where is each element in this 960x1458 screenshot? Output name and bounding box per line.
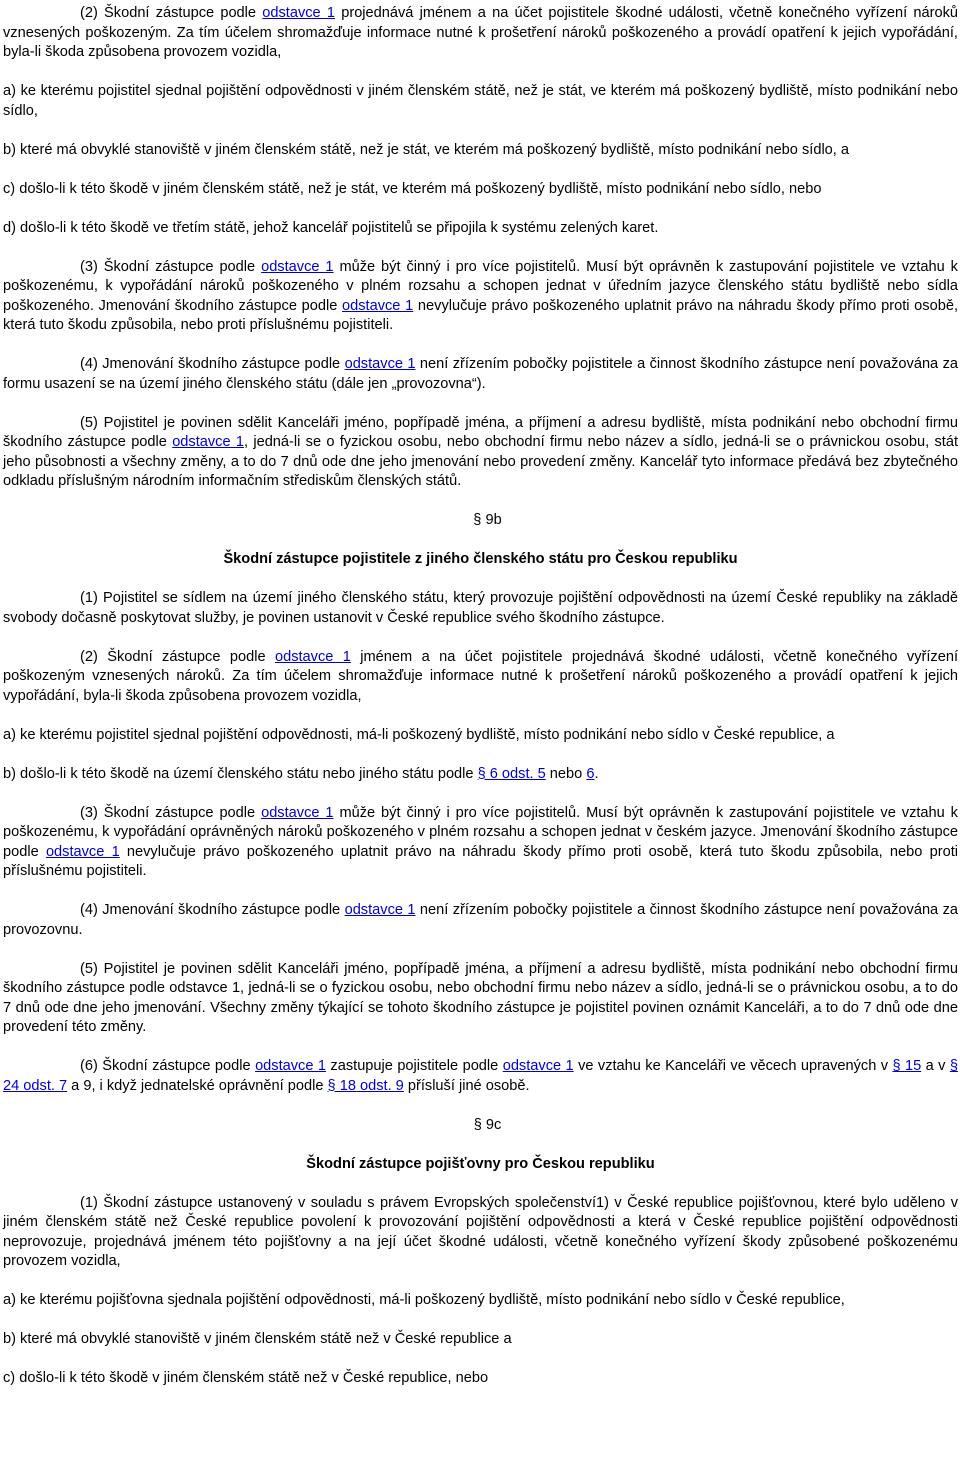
paragraph-9b-4: (4) Jmenování škodního zástupce podle odstavce 1 není zřízením pobočky pojistitele a činnost škodního zástupce není považována za provozovnu.: [3, 902, 958, 938]
link-odstavce-1[interactable]: odstavce 1: [274, 648, 351, 665]
link-odstavce-1[interactable]: odstavce 1: [45, 843, 120, 860]
paragraph-9c-1: (1) Škodní zástupce ustanovený v souladu s právem Evropských společenství1) v České republice pojišťovnou, které bylo uděleno v jiném členském státě než České republice povolení k provozování pojištění odpovědnosti a která v České republice pojištění odpovědnosti neprovozuje, projednává jménem této pojišťovny a na její účet škodné události, včetně konečného vyřízení škody způsobené poškozenému provozem vozidla,: [3, 1194, 958, 1269]
link-odstavce-1[interactable]: odstavce 1: [261, 804, 334, 821]
section-number-9b: § 9b: [473, 512, 502, 528]
item-9a-c: c) došlo-li k této škodě v jiném členském státě, než je stát, ve kterém má poškozený bydliště, místo podnikání nebo sídlo, nebo: [3, 180, 822, 197]
item-9a-a: a) ke kterému pojistitel sjednal pojištění odpovědnosti v jiném členském státě, než je stát, ve kterém má poškozený bydliště, místo podnikání nebo sídlo,: [3, 83, 958, 119]
item-9a-b: b) které má obvyklé stanoviště v jiném členském státě, než je stát, ve kterém má poškozený bydliště, místo podnikání nebo sídlo, a: [3, 141, 850, 158]
paragraph-9a-5: (5) Pojistitel je povinen sdělit Kanceláři jméno, popřípadě jména, a příjmení a adresu bydliště, místa podnikání nebo obchodní firmu škodního zástupce podle odstavce 1, jedná-li se o fyzickou osobu, nebo obchodní firmu nebo název a sídlo, jedná-li se o právnickou osobu, stát jeho působnosti a všechny změny, a to do 7 dnů ode dne jeho jmenování nebo provedení změny. Kancelář tyto informace předává bez zbytečného odkladu příslušným národním informačním střediskům členských států.: [3, 414, 959, 489]
link-odstavce-1[interactable]: odstavce 1: [344, 902, 416, 918]
link-odstavce-1[interactable]: odstavce 1: [342, 297, 414, 314]
item-9c-c: c) došlo-li k této škodě v jiném členském státě než v České republice, nebo: [3, 1370, 489, 1386]
paragraph-9b-2: (2) Škodní zástupce podle odstavce 1 jménem a na účet pojistitele projednává škodné události, včetně konečného vyřízení poškozeným vznesených nároků. Za tím účelem shromažďuje informace nutné k prošetření nároků poškozeného a provádí opatření k jejich vypořádání, byla-li škoda způsobena provozem vozidla,: [3, 648, 959, 704]
paragraph-9b-3: (3) Škodní zástupce podle odstavce 1 může být činný i pro více pojistitelů. Musí být oprávněn k zastupování pojistitele ve vztahu k poškozenému, k vypořádání oprávněných nároků poškozeného v plném rozsahu a schopen jednat v českém jazyce. Jmenování škodního zástupce podle odstavce 1 nevylučuje právo poškozeného uplatnit právo na náhradu škody přímo proti osobě, která tuto škodu způsobila, nebo proti příslušnému pojistiteli.: [3, 804, 958, 879]
link-odstavce-1[interactable]: odstavce 1: [344, 356, 416, 372]
link-section-6[interactable]: 6: [586, 765, 595, 782]
link-odstavce-1[interactable]: odstavce 1: [502, 1058, 574, 1074]
paragraph-9a-4: (4) Jmenování škodního zástupce podle odstavce 1 není zřízením pobočky pojistitele a činnost škodního zástupce není považována za formu usazení se na území jiného členského státu (dále jen „provozovna“).: [3, 356, 958, 392]
section-title-9b: Škodní zástupce pojistitele z jiného členského státu pro Českou republiku: [223, 551, 738, 567]
link-section-15[interactable]: § 15: [892, 1058, 922, 1074]
link-odstavce-1[interactable]: odstavce 1: [255, 1058, 327, 1074]
paragraph-9b-5: (5) Pojistitel je povinen sdělit Kanceláři jméno, popřípadě jména, a příjmení a adresu bydliště, místa podnikání nebo obchodní firmu škodního zástupce podle odstavce 1, jedná-li se o fyzickou osobu, nebo obchodní firmu nebo název a sídlo, jedná-li se o právnickou osobu, a to do 7 dnů ode dne jeho jmenování. Všechny změny týkající se tohoto škodního zástupce je pojistitel povinen oznámit Kanceláři, a to do 7 dnů ode dne provedení této změny.: [3, 960, 958, 1035]
section-title-9c: Škodní zástupce pojišťovny pro Českou republiku: [306, 1155, 655, 1172]
item-9c-b: b) které má obvyklé stanoviště v jiném členském státě než v České republice a: [3, 1331, 512, 1347]
paragraph-9a-3: (3) Škodní zástupce podle odstavce 1 může být činný i pro více pojistitelů. Musí být oprávněn k zastupování pojistitele ve vztahu k poškozenému, k vypořádání nároků poškozeného v plném rozsahu a schopen jednat v úředním jazyce členského státu bydliště nebo sídla poškozeného. Jmenování škodního zástupce podle odstavce 1 nevylučuje právo poškozeného uplatnit právo na náhradu škody přímo proti osobě, která tuto škodu způsobila, nebo proti příslušnému pojistiteli.: [3, 258, 958, 333]
link-odstavce-1[interactable]: odstavce 1: [262, 5, 335, 21]
paragraph-9b-6: (6) Škodní zástupce podle odstavce 1 zastupuje pojistitele podle odstavce 1 ve vztahu ke Kanceláři ve věcech upravených v § 15 a v § 24 odst. 7 a 9, i když jednatelské oprávnění podle § 18 odst. 9 přísluší jiné osobě.: [3, 1058, 959, 1094]
link-section-6-5[interactable]: § 6 odst. 5: [477, 765, 546, 782]
item-9c-a: a) ke kterému pojišťovna sjednala pojištění odpovědnosti, má-li poškozený bydliště, místo podnikání nebo sídlo v České republice,: [3, 1292, 845, 1308]
link-section-24-7[interactable]: § 24 odst. 7: [3, 1058, 959, 1094]
item-9b-b: b) došlo-li k této škodě na území členského státu nebo jiného státu podle § 6 odst. 5 nebo 6.: [3, 765, 599, 782]
item-9b-a: a) ke kterému pojistitel sjednal pojištění odpovědnosti, má-li poškozený bydliště, místo podnikání nebo sídlo v České republice, a: [3, 726, 835, 743]
paragraph-9b-1: (1) Pojistitel se sídlem na území jiného členského státu, který provozuje pojištění odpovědnosti na území České republiky na základě svobody dočasně poskytovat služby, je povinen ustanovit v České republice svého škodního zástupce.: [3, 590, 958, 626]
section-number-9c: § 9c: [473, 1116, 502, 1133]
link-section-18-9[interactable]: § 18 odst. 9: [327, 1077, 404, 1094]
link-odstavce-1[interactable]: odstavce 1: [261, 258, 334, 275]
link-odstavce-1[interactable]: odstavce 1: [172, 434, 244, 450]
item-9a-d: d) došlo-li k této škodě ve třetím státě, jehož kancelář pojistitelů se připojila k systému zelených karet.: [3, 219, 659, 236]
paragraph-9a-2: (2) Škodní zástupce podle odstavce 1 projednává jménem a na účet pojistitele škodné události, včetně konečného vyřízení nároků vznesených poškozeným. Za tím účelem shromažďuje informace nutné k prošetření nároků poškozeného a provádí opatření k jejich vypořádání, byla-li škoda způsobena provozem vozidla,: [3, 5, 958, 60]
